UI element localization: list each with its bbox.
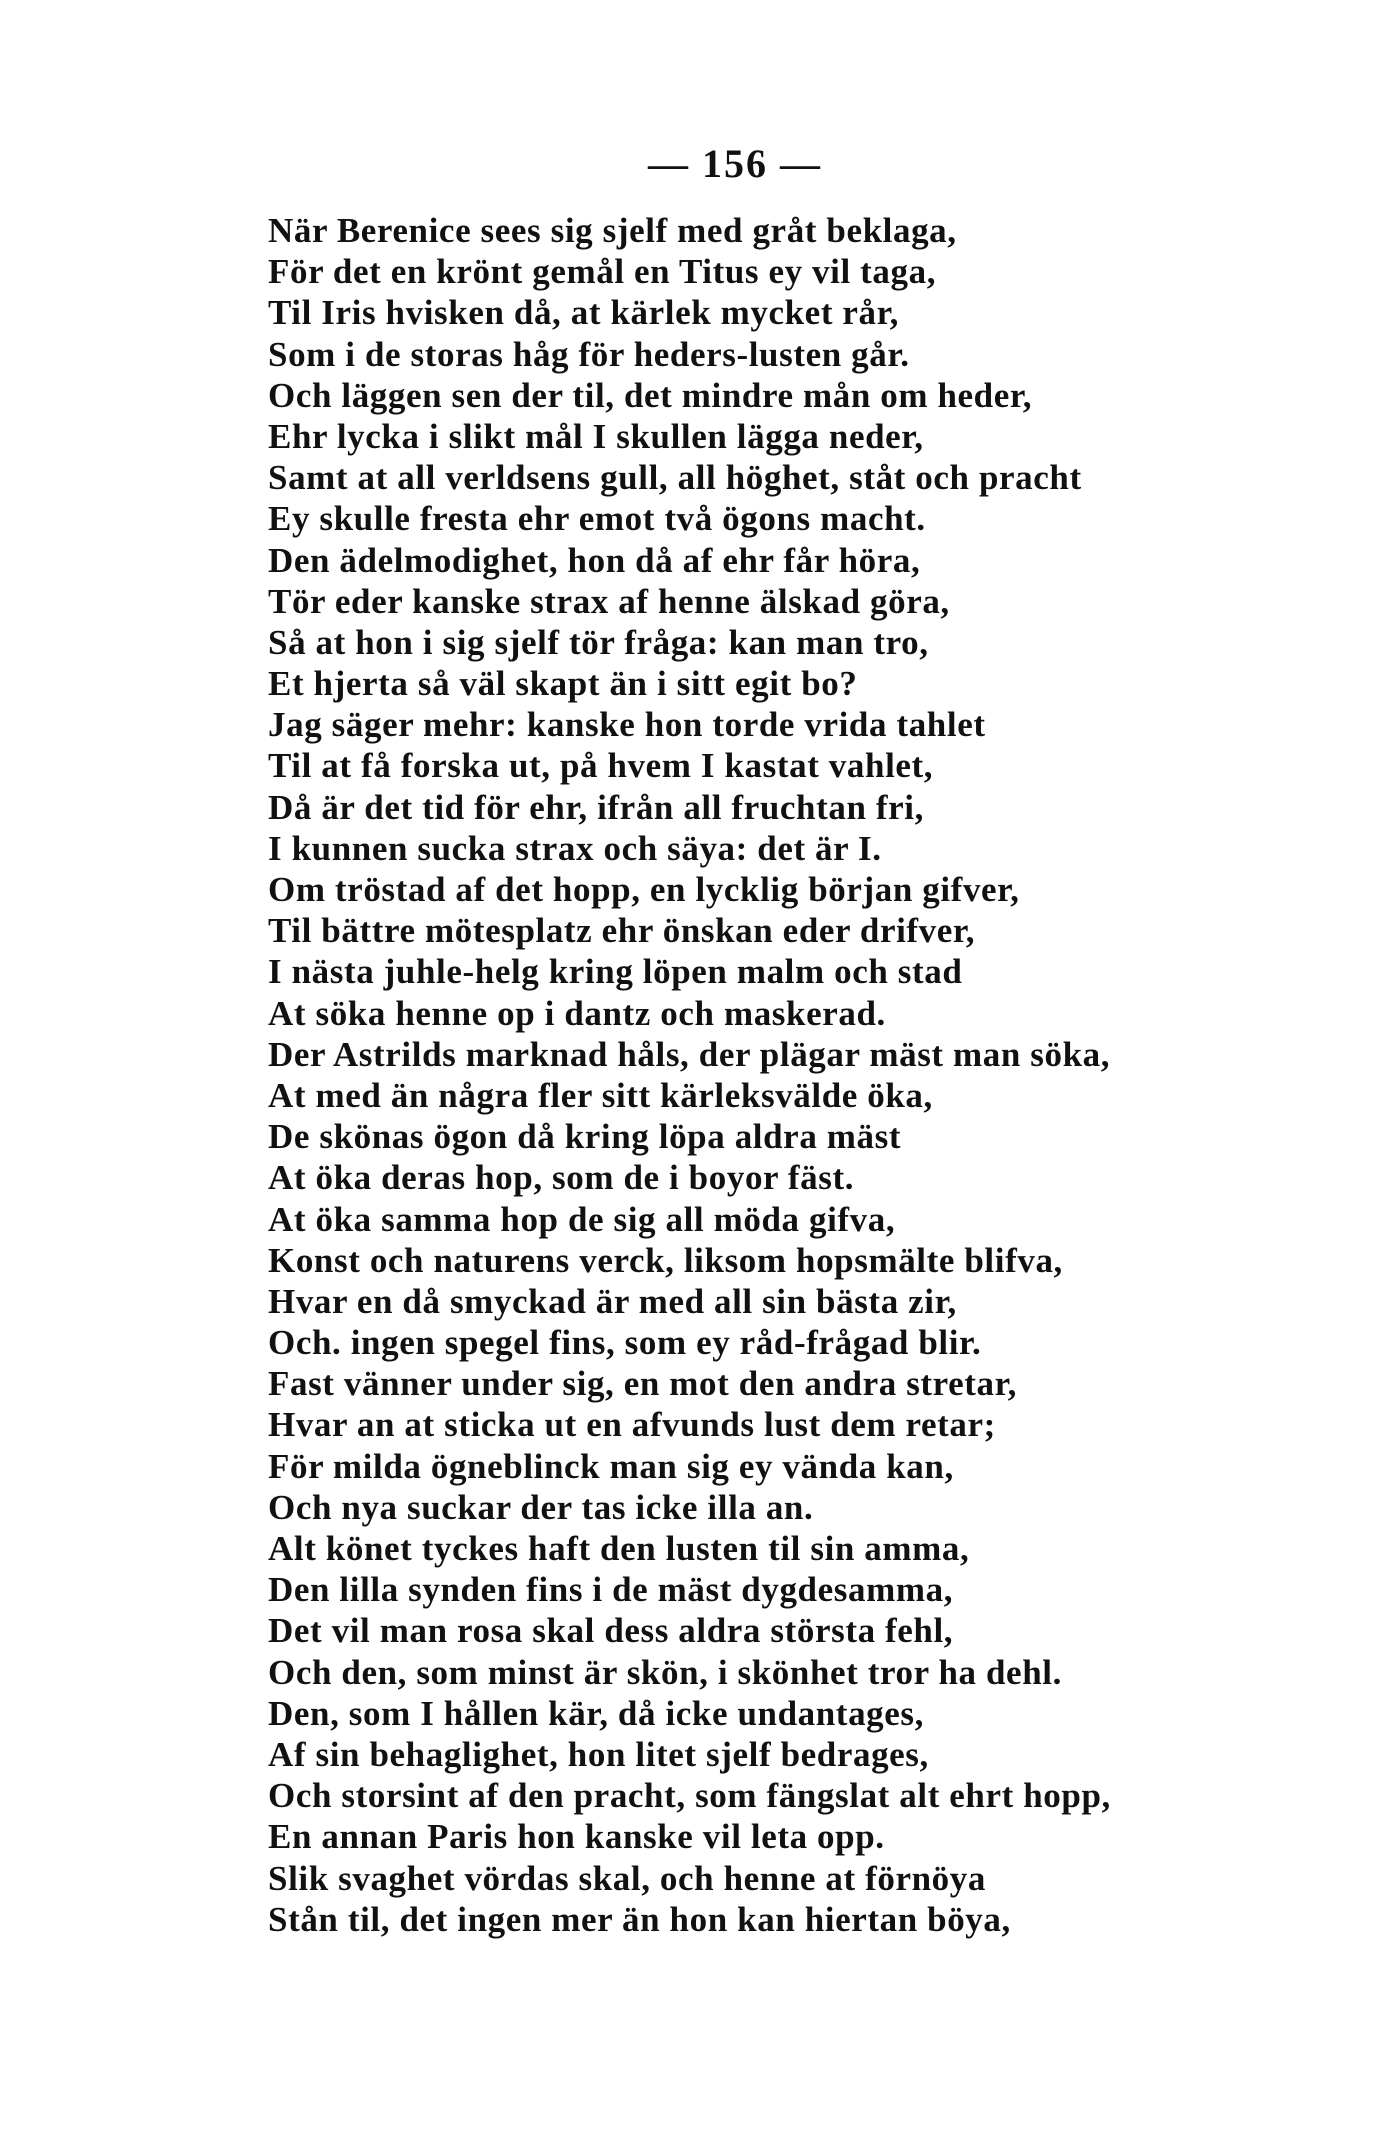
poem-line: I kunnen sucka strax och säya: det är I. [268, 828, 882, 868]
poem-line: Slik svaghet vördas skal, och henne at förnöya [268, 1858, 986, 1898]
poem-line: Tör eder kanske strax af henne älskad göra, [268, 581, 950, 621]
poem-line: Samt at all verldsens gull, all höghet, ståt och pracht [268, 458, 1082, 498]
poem-line: Alt könet tyckes haft den lusten til sin amma, [268, 1529, 970, 1568]
poem-line: Ehr lycka i slikt mål I skullen lägga neder, [268, 416, 924, 456]
poem-line: Der Astrilds marknad håls, der plägar mäst man söka, [268, 1034, 1111, 1074]
poem-line: Och läggen sen der til, det mindre mån om heder, [268, 375, 1033, 415]
poem-line: Stån til, det ingen mer än hon kan hiertan böya, [268, 1899, 1011, 1939]
poem-line: Om tröstad af det hopp, en lycklig början gifver, [268, 870, 1020, 909]
poem-line: Jag säger mehr: kanske hon torde vrida tahlet [268, 705, 986, 745]
poem-line: Et hjerta så väl skapt än i sitt egit bo? [268, 664, 858, 704]
poem-line: At med än några fler sitt kärleksvälde öka, [268, 1075, 933, 1115]
poem-line: Ey skulle fresta ehr emot två ögons macht. [268, 499, 926, 539]
poem-line: Til Iris hvisken då, at kärlek mycket rår, [268, 293, 899, 333]
poem-line: De skönas ögon då kring löpa aldra mäst [268, 1117, 902, 1157]
poem-line: At söka henne op i dantz och maskerad. [268, 993, 886, 1033]
page-number: — 156 — [648, 141, 822, 186]
poem-line: I nästa juhle-helg kring löpen malm och stad [268, 952, 963, 992]
poem-line: Som i de storas håg för heders-lusten går. [268, 334, 910, 374]
poem-line: Och. ingen spegel fins, som ey råd-frågad blir. [268, 1323, 982, 1363]
poem-line: Och den, som minst är skön, i skönhet tror ha dehl. [268, 1652, 1062, 1692]
poem-line: Den lilla synden fins i de mäst dygdesamma, [268, 1570, 954, 1610]
poem-line: Och nya suckar der tas icke illa an. [268, 1487, 814, 1527]
poem-line: Konst och naturens verck, liksom hopsmälte blifva, [268, 1240, 1063, 1280]
poem-line: När Berenice sees sig sjelf med gråt beklaga, [268, 211, 957, 250]
poem-line: At öka samma hop de sig all möda gifva, [268, 1199, 896, 1239]
poem-line: Det vil man rosa skal dess aldra största fehl, [268, 1611, 954, 1651]
poem-line: Hvar en då smyckad är med all sin bästa zir, [268, 1281, 957, 1321]
poem-line: För det en krönt gemål en Titus ey vil taga, [268, 252, 937, 292]
poem-line: Fast vänner under sig, en mot den andra stretar, [268, 1364, 1017, 1404]
poem-line: At öka deras hop, som de i boyor fäst. [268, 1158, 855, 1198]
poem-line: Den ädelmodighet, hon då af ehr får höra, [268, 540, 921, 580]
poem-line: Då är det tid för ehr, ifrån all fruchtan fri, [268, 787, 924, 827]
poem-line: Den, som I hållen kär, då icke undantages, [268, 1693, 924, 1733]
poem-line: Til at få forska ut, på hvem I kastat vahlet, [268, 746, 934, 786]
poem-line: En annan Paris hon kanske vil leta opp. [268, 1817, 885, 1857]
poem-line: Hvar an at sticka ut en afvunds lust dem retar; [268, 1405, 996, 1445]
poem-line: Så at hon i sig sjelf tör fråga: kan man tro, [268, 622, 929, 662]
poem-text [268, 210, 1268, 1940]
poem-line: Och storsint af den pracht, som fängslat alt ehrt hopp, [268, 1776, 1111, 1816]
poem-line: Til bättre mötesplatz ehr önskan eder drifver, [268, 911, 976, 951]
poem-line: För milda ögneblinck man sig ey vända kan, [268, 1446, 954, 1486]
poem-line: Af sin behaglighet, hon litet sjelf bedrages, [268, 1734, 929, 1774]
